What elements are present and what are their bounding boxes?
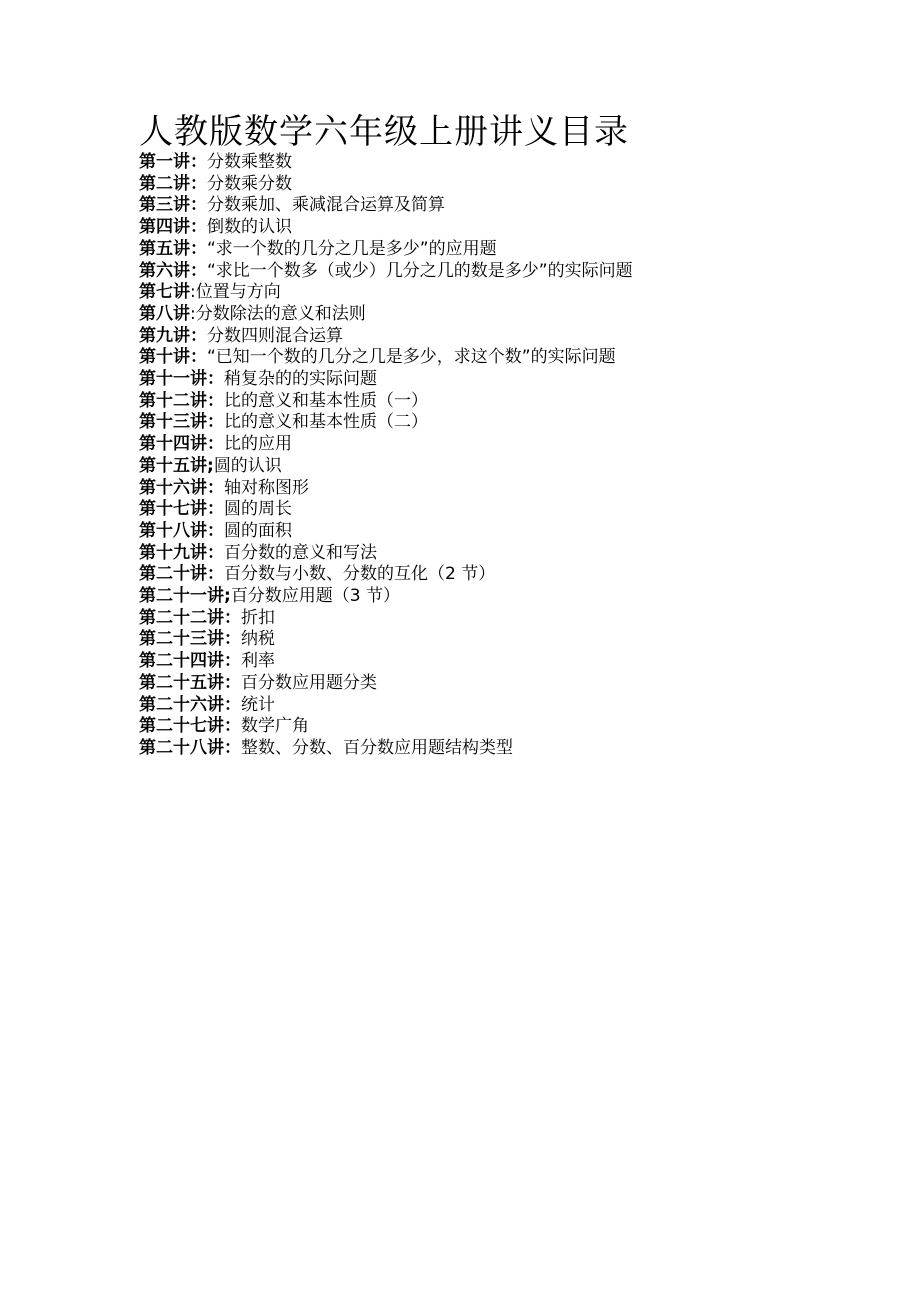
lecture-topic: 利率 xyxy=(241,651,275,672)
lecture-number: 第七讲 xyxy=(139,282,190,303)
toc-entry xyxy=(139,651,839,673)
lecture-separator: ： xyxy=(190,195,207,216)
lecture-number: 第二十四讲 xyxy=(139,651,224,672)
lecture-separator: ： xyxy=(224,672,241,693)
toc-entry xyxy=(139,456,839,478)
lecture-number: 第三讲 xyxy=(139,195,190,216)
lecture-number: 第十七讲 xyxy=(139,499,207,520)
lecture-separator: ： xyxy=(190,325,207,346)
lecture-topic: 折扣 xyxy=(241,607,275,628)
lecture-topic: 分数乘分数 xyxy=(207,173,292,194)
lecture-topic: “求一个数的几分之几是多少”的应用题 xyxy=(207,238,497,259)
lecture-separator: ： xyxy=(224,651,241,672)
lecture-topic: 比的意义和基本性质（二） xyxy=(224,412,428,433)
document-page xyxy=(139,112,839,760)
toc-entry xyxy=(139,716,839,738)
lecture-number: 第二讲 xyxy=(139,173,190,194)
lecture-topic: “求比一个数多（或少）几分之几的数是多少”的实际问题 xyxy=(207,260,633,281)
lecture-topic: 百分数应用题分类 xyxy=(241,672,377,693)
lecture-separator: ： xyxy=(207,564,224,585)
lecture-number: 第二十六讲 xyxy=(139,694,224,715)
lecture-number: 第四讲 xyxy=(139,217,190,238)
toc-entry xyxy=(139,347,839,369)
lecture-number: 第十一讲 xyxy=(139,369,207,390)
lecture-topic: 倒数的认识 xyxy=(207,217,292,238)
lecture-topic: 分数乘加、乘减混合运算及简算 xyxy=(207,195,445,216)
toc-entry xyxy=(139,499,839,521)
lecture-number: 第十讲 xyxy=(139,347,190,368)
lecture-number: 第二十一讲 xyxy=(139,586,224,607)
lecture-topic: 百分数与小数、分数的互化（2 节） xyxy=(224,564,496,585)
lecture-separator: : xyxy=(190,282,196,303)
lecture-separator: ： xyxy=(207,477,224,498)
toc-entry xyxy=(139,478,839,500)
lecture-number: 第十四讲 xyxy=(139,434,207,455)
toc-entry xyxy=(139,412,839,434)
lecture-number: 第十三讲 xyxy=(139,412,207,433)
toc-entry xyxy=(139,434,839,456)
lecture-separator: ; xyxy=(207,455,214,476)
toc-entry xyxy=(139,261,839,283)
toc-entry xyxy=(139,326,839,348)
lecture-number: 第二十七讲 xyxy=(139,716,224,737)
lecture-number: 第二十三讲 xyxy=(139,629,224,650)
lecture-number: 第十八讲 xyxy=(139,520,207,541)
lecture-separator: ; xyxy=(224,586,231,607)
lecture-separator: ： xyxy=(207,499,224,520)
lecture-number: 第十二讲 xyxy=(139,390,207,411)
toc-entry xyxy=(139,239,839,261)
lecture-number: 第十五讲 xyxy=(139,455,207,476)
lecture-number: 第六讲 xyxy=(139,260,190,281)
lecture-number: 第九讲 xyxy=(139,325,190,346)
lecture-separator: ： xyxy=(207,369,224,390)
toc-entry xyxy=(139,673,839,695)
lecture-topic: 位置与方向 xyxy=(195,282,281,303)
lecture-topic: “已知一个数的几分之几是多少，求这个数”的实际问题 xyxy=(207,347,616,368)
toc-entry xyxy=(139,369,839,391)
toc-entry xyxy=(139,282,839,304)
lecture-separator: ： xyxy=(190,152,207,172)
lecture-separator: ： xyxy=(190,260,207,281)
lecture-number: 第二十讲 xyxy=(139,564,207,585)
lecture-number: 第一讲 xyxy=(139,152,190,172)
lecture-topic: 分数乘整数 xyxy=(207,152,292,172)
lecture-separator: ： xyxy=(224,694,241,715)
lecture-separator: ： xyxy=(207,520,224,541)
lecture-separator: ： xyxy=(190,173,207,194)
toc-entry xyxy=(139,195,839,217)
lecture-topic: 比的应用 xyxy=(224,434,292,455)
lecture-topic: 圆的面积 xyxy=(224,520,292,541)
lecture-topic: 圆的认识 xyxy=(213,455,282,476)
lecture-separator: ： xyxy=(207,542,224,563)
lecture-separator: ： xyxy=(190,217,207,238)
lecture-topic: 分数四则混合运算 xyxy=(207,325,343,346)
toc-entry xyxy=(139,695,839,717)
lecture-topic: 轴对称图形 xyxy=(224,477,309,498)
lecture-separator: ： xyxy=(224,629,241,650)
lecture-separator: ： xyxy=(190,238,207,259)
lecture-topic: 整数、分数、百分数应用题结构类型 xyxy=(241,737,513,758)
lecture-number: 第十六讲 xyxy=(139,477,207,498)
toc-entry xyxy=(139,521,839,543)
toc-entry xyxy=(139,608,839,630)
lecture-topic: 纳税 xyxy=(241,629,275,650)
toc-entry xyxy=(139,586,839,608)
toc-entry xyxy=(139,738,839,760)
toc-entry xyxy=(139,152,839,174)
table-of-contents xyxy=(139,152,839,760)
lecture-topic: 统计 xyxy=(241,694,275,715)
toc-entry xyxy=(139,564,839,586)
toc-entry xyxy=(139,217,839,239)
lecture-topic: 圆的周长 xyxy=(224,499,292,520)
lecture-topic: 百分数的意义和写法 xyxy=(224,542,377,563)
lecture-separator: ： xyxy=(224,716,241,737)
toc-entry xyxy=(139,174,839,196)
lecture-separator: : xyxy=(190,303,196,324)
lecture-separator: ： xyxy=(207,434,224,455)
lecture-separator: ： xyxy=(190,347,207,368)
lecture-separator: ： xyxy=(224,607,241,628)
lecture-topic: 数学广角 xyxy=(241,716,309,737)
lecture-topic: 分数除法的意义和法则 xyxy=(195,303,366,324)
toc-entry xyxy=(139,304,839,326)
toc-entry xyxy=(139,629,839,651)
lecture-topic: 百分数应用题（3 节） xyxy=(230,586,401,607)
lecture-separator: ： xyxy=(207,390,224,411)
lecture-number: 第二十八讲 xyxy=(139,737,224,758)
lecture-number: 第二十二讲 xyxy=(139,607,224,628)
document-title: 人教版数学六年级上册讲义目录 xyxy=(139,112,629,152)
lecture-topic: 稍复杂的的实际问题 xyxy=(224,369,377,390)
toc-entry xyxy=(139,543,839,565)
lecture-number: 第五讲 xyxy=(139,238,190,259)
lecture-number: 第八讲 xyxy=(139,303,190,324)
lecture-separator: ： xyxy=(207,412,224,433)
lecture-topic: 比的意义和基本性质（一） xyxy=(224,390,428,411)
toc-entry xyxy=(139,391,839,413)
lecture-number: 第二十五讲 xyxy=(139,672,224,693)
lecture-number: 第十九讲 xyxy=(139,542,207,563)
lecture-separator: ： xyxy=(224,737,241,758)
